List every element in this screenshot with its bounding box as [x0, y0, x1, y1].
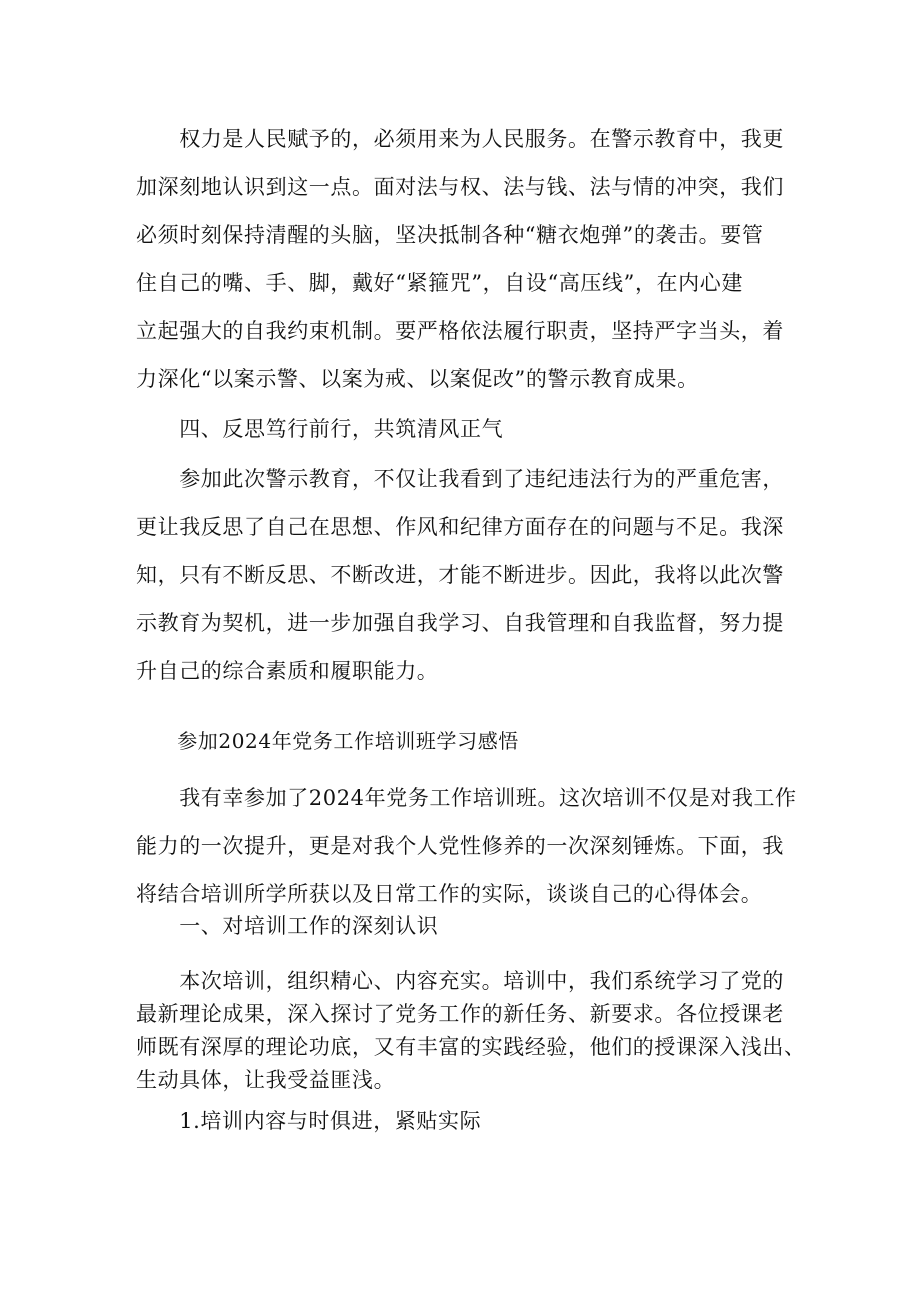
article-title	[136, 721, 796, 761]
text-line: 必须时刻保持清醒的头脑，坚决抵制各种“糖衣炮弹”的袭击。要管	[136, 223, 764, 247]
text-line: 升自己的综合素质和履职能力。	[136, 659, 439, 683]
text-line: 参加此次警示教育，不仅让我看到了违纪违法行为的严重危害，	[136, 467, 784, 491]
title-text: 参加2024年党务工作培训班学习感悟	[136, 729, 519, 753]
text-line: 更让我反思了自己在思想、作风和纪律方面存在的问题与不足。我深	[136, 515, 784, 539]
heading-text: 一、对培训工作的深刻认识	[136, 914, 439, 938]
paragraph-introduction	[136, 774, 796, 918]
section-heading-one	[136, 906, 796, 946]
paragraph-power-from-people	[136, 115, 796, 403]
section-heading-four	[136, 409, 796, 449]
text-line: 生动具体，让我受益匪浅。	[136, 1068, 396, 1092]
text-line: 加深刻地认识到这一点。面对法与权、法与钱、法与情的冲突，我们	[136, 175, 784, 199]
paragraph-reflection	[136, 455, 796, 695]
text-line: 师既有深厚的理论功底，又有丰富的实践经验，他们的授课深入浅出、	[136, 1035, 806, 1059]
text-line: 知，只有不断反思、不断改进，才能不断进步。因此，我将以此次警	[136, 563, 784, 587]
heading-text: 四、反思笃行前行，共筑清风正气	[136, 417, 504, 441]
text-line: 最新理论成果，深入探讨了党务工作的新任务、新要求。各位授课老	[136, 1002, 784, 1026]
text-line: 权力是人民赋予的，必须用来为人民服务。在警示教育中，我更	[136, 127, 784, 151]
text-line: 本次培训，组织精心、内容充实。培训中，我们系统学习了党的	[136, 969, 784, 993]
text-line: 我有幸参加了2024年党务工作培训班。这次培训不仅是对我工作	[136, 786, 797, 810]
paragraph-training-overview	[136, 965, 806, 1097]
text-line: 力深化“以案示警、以案为戒、以案促改”的警示教育成果。	[136, 367, 699, 391]
subheading-one	[136, 1101, 796, 1141]
heading-text: 1.培训内容与时俱进，紧贴实际	[136, 1109, 482, 1133]
text-line: 将结合培训所学所获以及日常工作的实际，谈谈自己的心得体会。	[136, 882, 763, 906]
text-line: 立起强大的自我约束机制。要严格依法履行职责，坚持严字当头，着	[136, 319, 784, 343]
text-line: 示教育为契机，进一步加强自我学习、自我管理和自我监督，努力提	[136, 611, 784, 635]
text-line: 住自己的嘴、手、脚，戴好“紧箍咒”，自设“高压线”，在内心建	[136, 271, 743, 295]
text-line: 能力的一次提升，更是对我个人党性修养的一次深刻锤炼。下面，我	[136, 834, 784, 858]
